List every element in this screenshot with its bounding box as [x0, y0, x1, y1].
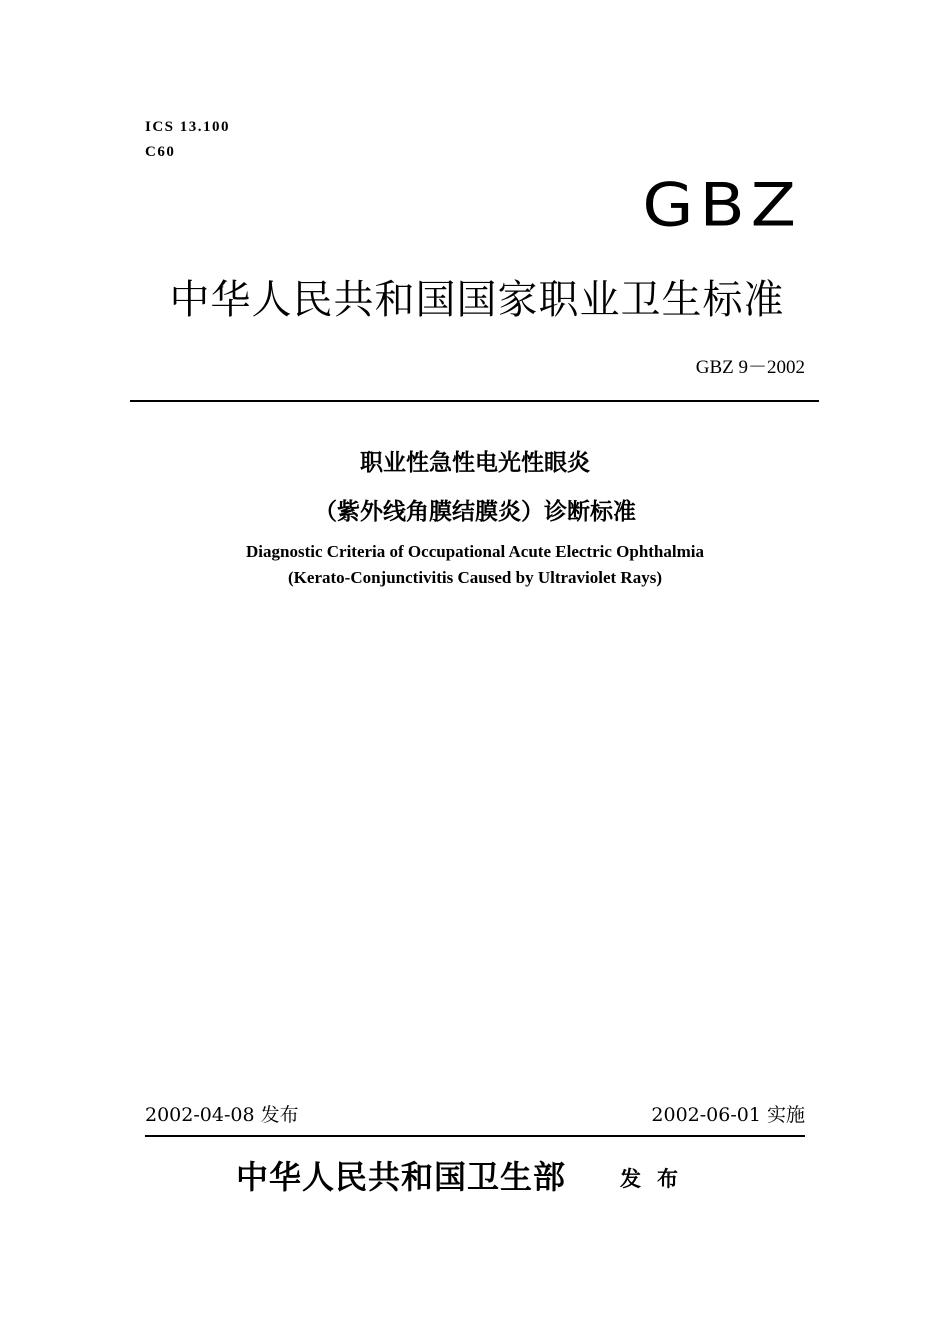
document-title-line-1: 职业性急性电光性眼炎	[360, 450, 590, 476]
document-title-line-2: （紫外线角膜结膜炎）诊断标准	[314, 499, 636, 525]
english-title-line-1: Diagnostic Criteria of Occupational Acute Electric Ophthalmia	[246, 542, 704, 561]
english-title-line-2: (Kerato-Conjunctivitis Caused by Ultraviolet Rays)	[288, 568, 662, 587]
issuer-action: 发布	[620, 1167, 694, 1191]
effective-date: 2002-06-01 实施	[651, 1104, 805, 1126]
ics-code: ICS 13.100	[145, 119, 231, 135]
top-divider	[130, 400, 819, 402]
issue-date: 2002-04-08 发布	[145, 1104, 299, 1126]
issuing-authority: 中华人民共和国卫生部	[236, 1158, 567, 1196]
standard-number: GBZ 9－2002	[695, 357, 805, 378]
standard-category: 中华人民共和国国家职业卫生标准	[169, 277, 785, 323]
standard-mark: GBZ	[642, 170, 802, 240]
ccs-code: C60	[145, 144, 176, 160]
bottom-divider	[145, 1135, 805, 1137]
